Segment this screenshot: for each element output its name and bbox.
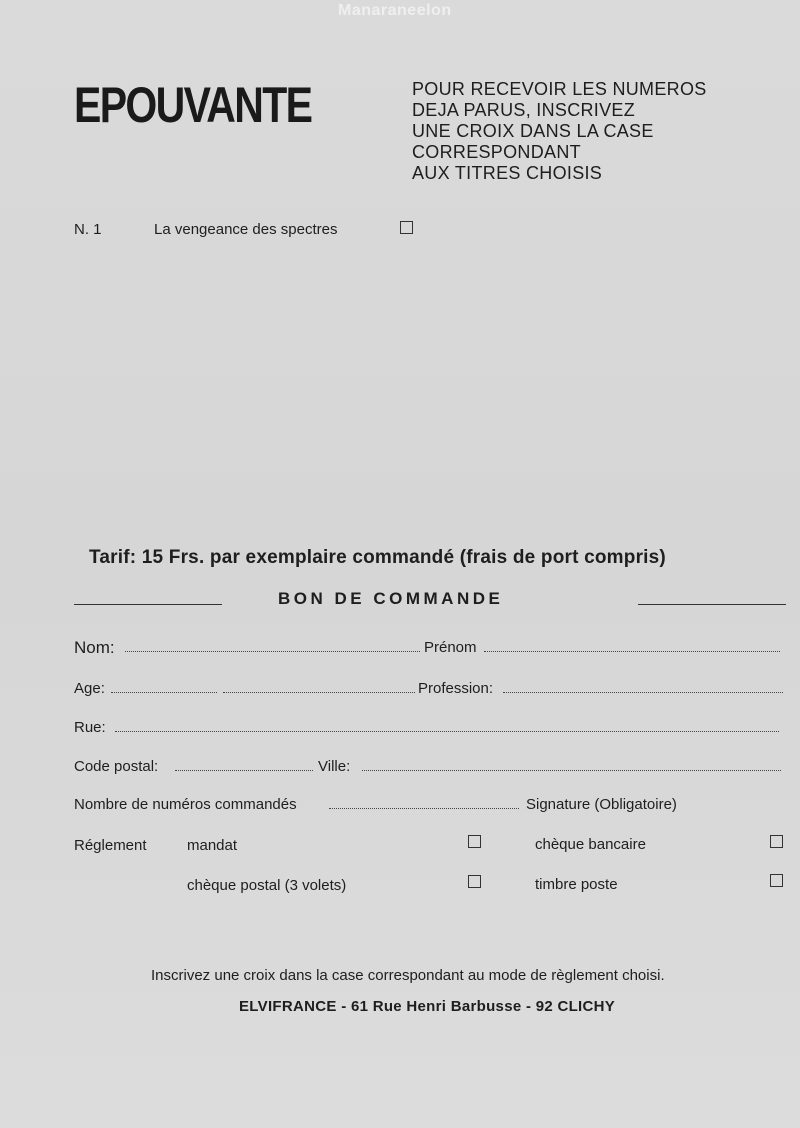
- payment-option-cheque-postal: chèque postal (3 volets): [187, 877, 347, 894]
- age-input-extra[interactable]: [223, 692, 415, 693]
- ville-label: Ville:: [318, 758, 351, 775]
- nombre-input[interactable]: [329, 808, 519, 809]
- footer-instruction: Inscrivez une croix dans la case correspondant au mode de règlement choisi.: [151, 967, 665, 984]
- instructions-block: [412, 79, 707, 184]
- prenom-input[interactable]: [484, 651, 780, 652]
- age-input[interactable]: [111, 692, 217, 693]
- instruction-line: DEJA PARUS, INSCRIVEZ: [412, 100, 636, 120]
- payment-option-timbre-poste: timbre poste: [535, 876, 618, 893]
- title-number: N. 1: [74, 221, 102, 238]
- nom-label: Nom:: [74, 638, 115, 657]
- brand-title: EPOUVANTE: [74, 77, 312, 133]
- instruction-line: UNE CROIX DANS LA CASE: [412, 121, 654, 141]
- mandat-checkbox[interactable]: [468, 835, 481, 848]
- ville-input[interactable]: [362, 770, 781, 771]
- payment-label: Réglement: [74, 837, 147, 854]
- payment-option-mandat: mandat: [187, 837, 238, 854]
- rue-label: Rue:: [74, 719, 106, 736]
- cheque-postal-checkbox[interactable]: [468, 875, 481, 888]
- cheque-bancaire-checkbox[interactable]: [770, 835, 783, 848]
- rue-input[interactable]: [115, 731, 779, 732]
- watermark: Manaraneelon: [338, 2, 452, 19]
- payment-option-cheque-bancaire: chèque bancaire: [535, 836, 646, 853]
- profession-label: Profession:: [418, 680, 494, 697]
- instruction-line: POUR RECEVOIR LES NUMEROS: [412, 79, 707, 99]
- nom-input[interactable]: [125, 651, 420, 652]
- instruction-line: CORRESPONDANT: [412, 142, 581, 162]
- divider-left: [74, 604, 222, 605]
- title-name: La vengeance des spectres: [154, 221, 338, 238]
- nombre-label: Nombre de numéros commandés: [74, 796, 297, 813]
- tarif-line: Tarif: 15 Frs. par exemplaire commandé (frais de port compris): [89, 547, 666, 568]
- code-postal-input[interactable]: [175, 770, 313, 771]
- title-row: [74, 221, 337, 238]
- divider-right: [638, 604, 786, 605]
- instruction-line: AUX TITRES CHOISIS: [412, 163, 603, 183]
- signature-label: Signature (Obligatoire): [526, 796, 677, 813]
- footer-address: ELVIFRANCE - 61 Rue Henri Barbusse - 92 CLICHY: [239, 998, 616, 1015]
- age-label: Age:: [74, 680, 105, 697]
- order-heading: BON DE COMMANDE: [278, 589, 504, 608]
- title-checkbox[interactable]: [400, 221, 413, 234]
- timbre-poste-checkbox[interactable]: [770, 874, 783, 887]
- code-postal-label: Code postal:: [74, 758, 159, 775]
- prenom-label: Prénom: [424, 639, 477, 656]
- profession-input[interactable]: [503, 692, 783, 693]
